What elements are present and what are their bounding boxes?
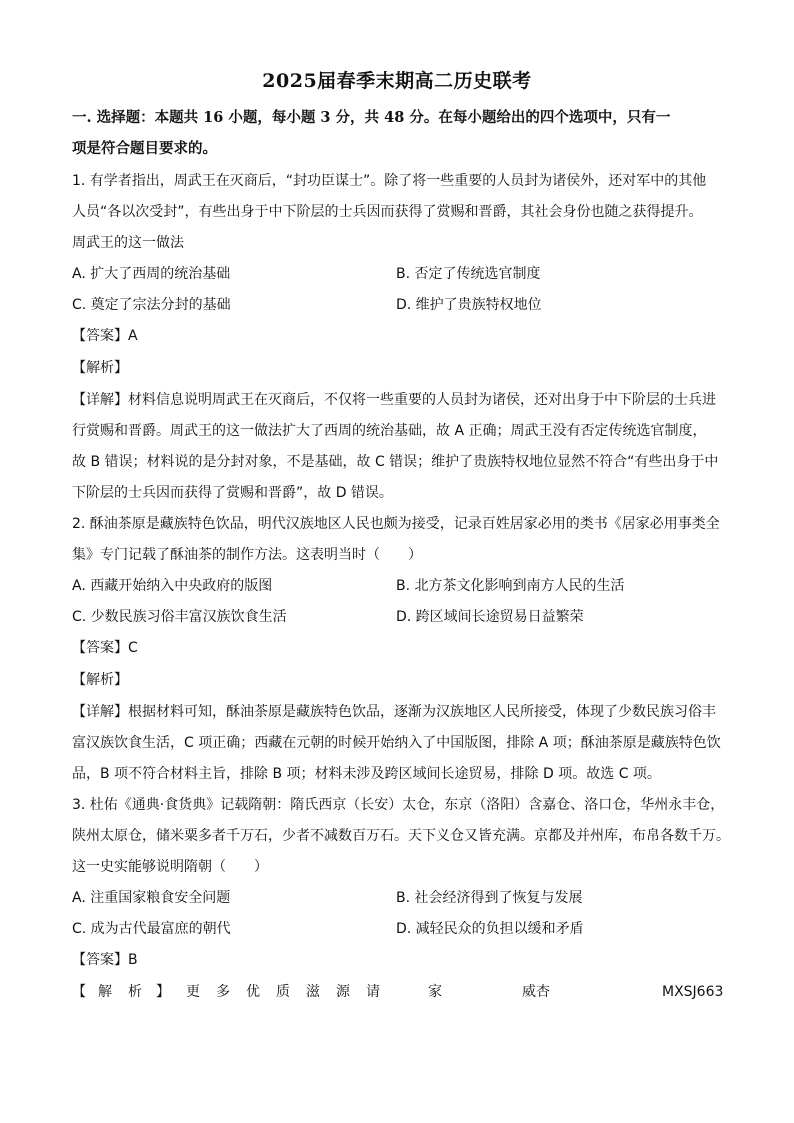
q2-stem-line-2: 集》专门记载了酥油茶的制作方法。这表明当时（ ） [72, 547, 422, 563]
q1-option-a: A. 扩大了西周的统治基础 [72, 266, 231, 282]
q2-option-d: D. 跨区域间长途贸易日益繁荣 [396, 609, 584, 625]
q3-stem-line-3: 这一史实能够说明隋朝（ ） [72, 859, 268, 875]
footer-bracket-open: 【 [72, 984, 86, 1000]
q2-option-a: A. 西藏开始纳入中央政府的版图 [72, 578, 273, 594]
q2-detail-line-1: 【详解】根据材料可知，酥油茶原是藏族特色饮品，逐渐为汉族地区人民所接受，体现了少数民族习俗丰 [72, 704, 716, 720]
q1-detail-line-1: 【详解】材料信息说明周武王在灭商后，不仅将一些重要的人员封为诸侯，还对出身于中下阶层的士兵进 [72, 392, 716, 408]
q3-stem-line-2: 陕州太原仓，储米粟多者千万石，少者不减数百万石。天下义仓又皆充满。京都及并州库，布帛各数千万。 [72, 828, 730, 844]
q3-option-d: D. 减轻民众的负担以缓和矛盾 [396, 921, 584, 937]
q3-answer: 【答案】B [72, 952, 138, 968]
q1-analysis-label: 【解析】 [72, 360, 128, 376]
q1-answer: 【答案】A [72, 328, 138, 344]
footer-word-1: 更 [186, 984, 200, 1000]
q1-stem-line-2: 人员“各以次受封”，有些出身于中下阶层的士兵因而获得了赏赐和晋爵，其社会身份也随之获得提升。 [72, 204, 703, 220]
q3-stem-line-1: 3. 杜佑《通典·食货典》记载隋朝：隋氏西京（长安）太仓，东京（洛阳）含嘉仓、洛口仓，华州永丰仓， [72, 797, 725, 813]
footer-word-4: 质 [276, 984, 290, 1000]
q2-detail-line-2: 富汉族饮食生活，C 项正确；西藏在元朝的时候开始纳入了中国版图，排除 A 项；酥油茶原是藏族特色饮 [72, 735, 721, 751]
q2-answer: 【答案】C [72, 640, 138, 656]
q1-option-b: B. 否定了传统选官制度 [396, 266, 541, 282]
footer-word-3: 优 [246, 984, 260, 1000]
footer-wei-xing: 威杏 [522, 984, 550, 1000]
q3-option-a: A. 注重国家粮食安全问题 [72, 890, 231, 906]
footer-word-2: 多 [216, 984, 230, 1000]
q1-stem-line-1: 1. 有学者指出，周武王在灭商后，“封功臣谋士”。除了将一些重要的人员封为诸侯外，还对军中的其他 [72, 173, 707, 189]
q1-detail-line-2: 行赏赐和晋爵。周武王的这一做法扩大了西周的统治基础，故 A 正确；周武王没有否定传统选官制度， [72, 423, 707, 439]
footer-bracket-close: 】 [156, 984, 170, 1000]
footer-code: MXSJ663 [662, 984, 724, 1000]
q1-option-d: D. 维护了贵族特权地位 [396, 297, 542, 313]
footer-jie: 解 [98, 984, 112, 1000]
q1-detail-line-3: 故 B 错误；材料说的是分封对象，不是基础，故 C 错误；维护了贵族特权地位显然不符合“有些出身于中 [72, 454, 719, 470]
q2-analysis-label: 【解析】 [72, 672, 128, 688]
footer-xi: 析 [128, 984, 142, 1000]
footer-word-5: 滋 [306, 984, 320, 1000]
q3-option-b: B. 社会经济得到了恢复与发展 [396, 890, 583, 906]
q2-stem-line-1: 2. 酥油茶原是藏族特色饮品，明代汉族地区人民也颇为接受，记录百姓居家必用的类书《居家必用事类全 [72, 516, 720, 532]
exam-title: 2025届春季末期高二历史联考 [262, 70, 532, 92]
q2-option-b: B. 北方茶文化影响到南方人民的生活 [396, 578, 625, 594]
section-header-line-1: 一. 选择题：本题共 16 小题，每小题 3 分，共 48 分。在每小题给出的四个选项中，只有一 [72, 109, 671, 126]
q1-detail-line-4: 下阶层的士兵因而获得了赏赐和晋爵”，故 D 错误。 [72, 485, 393, 501]
q1-stem-line-3: 周武王的这一做法 [72, 235, 184, 251]
footer-jia: 家 [428, 984, 442, 1000]
footer-word-7: 请 [366, 984, 380, 1000]
q3-option-c: C. 成为古代最富庶的朝代 [72, 921, 231, 937]
q2-detail-line-3: 品，B 项不符合材料主旨，排除 B 项；材料未涉及跨区域间长途贸易，排除 D 项。故选 C 项。 [72, 766, 661, 782]
q2-option-c: C. 少数民族习俗丰富汉族饮食生活 [72, 609, 287, 625]
footer-word-6: 源 [336, 984, 350, 1000]
q1-option-c: C. 奠定了宗法分封的基础 [72, 297, 231, 313]
section-header-line-2: 项是符合题目要求的。 [72, 140, 217, 157]
